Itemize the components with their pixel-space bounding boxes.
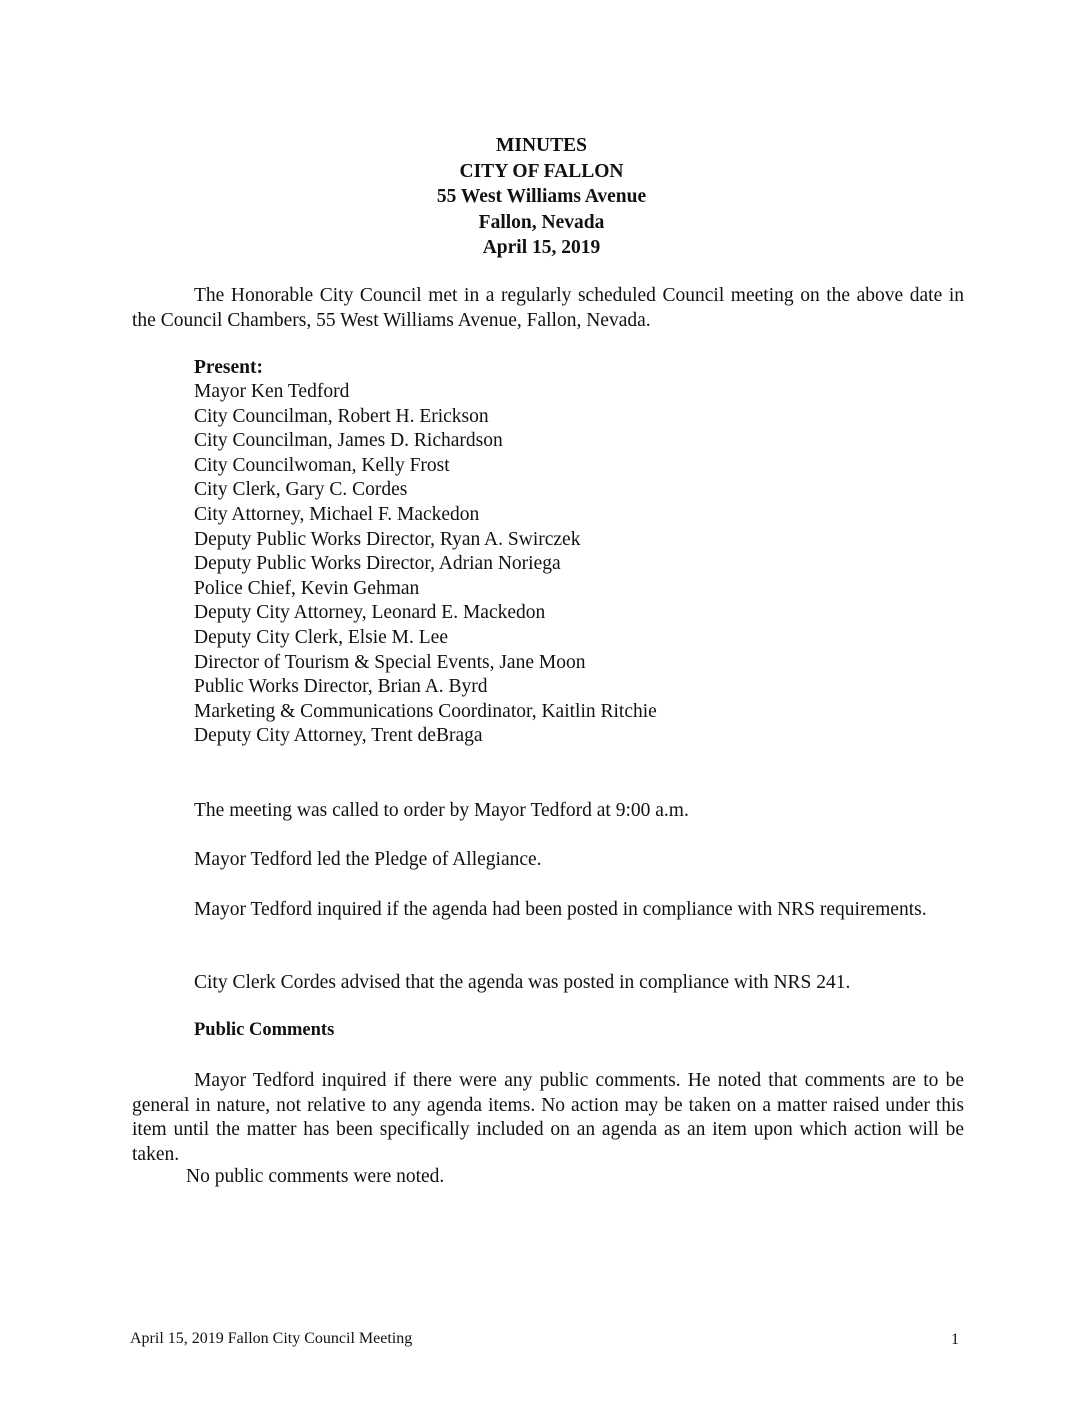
- public-comments-body: Mayor Tedford inquired if there were any public comments. He noted that comments are to be general in nature, not relative to any agenda items. No action may be taken on a matter raised under this item until the matter has been specifically included on an agenda as an item upon which action will be taken.: [132, 1070, 964, 1165]
- clerk-advice: City Clerk Cordes advised that the agenda was posted in compliance with NRS 241.: [194, 972, 851, 993]
- agenda-inquiry: Mayor Tedford inquired if the agenda had been posted in compliance with NRS requirements.: [194, 899, 927, 920]
- attendee-item: Mayor Ken Tedford: [194, 381, 350, 402]
- heading-city: CITY OF FALLON: [459, 160, 624, 182]
- present-label: Present:: [194, 357, 263, 378]
- heading-location: Fallon, Nevada: [478, 211, 605, 233]
- attendee-item: City Councilman, Robert H. Erickson: [194, 405, 489, 427]
- attendee-item: City Clerk, Gary C. Cordes: [194, 479, 408, 501]
- attendee-item: Director of Tourism & Special Events, Jane Moon: [194, 651, 586, 673]
- attendee-item: Public Works Director, Brian A. Byrd: [194, 676, 488, 698]
- attendee-item: Police Chief, Kevin Gehman: [194, 577, 420, 599]
- attendee-item: Deputy City Attorney, Leonard E. Mackedon: [194, 602, 546, 624]
- heading-title: MINUTES: [495, 135, 588, 156]
- page-number: 1: [951, 1331, 959, 1348]
- attendee-item: Deputy City Attorney, Trent deBraga: [194, 725, 483, 747]
- attendee-item: City Councilwoman, Kelly Frost: [194, 454, 450, 476]
- no-public-comments: No public comments were noted.: [186, 1166, 445, 1187]
- attendee-item: Deputy City Clerk, Elsie M. Lee: [194, 626, 448, 648]
- attendee-item: Deputy Public Works Director, Ryan A. Swirczek: [194, 528, 581, 550]
- attendee-item: City Attorney, Michael F. Mackedon: [194, 503, 480, 525]
- footer-meeting-label: April 15, 2019 Fallon City Council Meeting: [130, 1330, 413, 1347]
- attendee-item: City Councilman, James D. Richardson: [194, 430, 503, 452]
- attendee-list: [194, 380, 657, 749]
- call-to-order: The meeting was called to order by Mayor Tedford at 9:00 a.m.: [194, 800, 689, 821]
- pledge-statement: Mayor Tedford led the Pledge of Allegiance.: [194, 849, 542, 870]
- document-heading: [0, 133, 1083, 261]
- heading-address: 55 West Williams Avenue: [436, 186, 647, 207]
- intro-paragraph: The Honorable City Council met in a regularly scheduled Council meeting on the above date in the Council Chambers, 55 West Williams Avenue, Fallon, Nevada.: [132, 285, 964, 331]
- attendee-item: Deputy Public Works Director, Adrian Noriega: [194, 553, 561, 575]
- heading-date: April 15, 2019: [482, 237, 601, 258]
- public-comments-heading: Public Comments: [194, 1020, 335, 1040]
- attendee-item: Marketing & Communications Coordinator, Kaitlin Ritchie: [194, 700, 657, 722]
